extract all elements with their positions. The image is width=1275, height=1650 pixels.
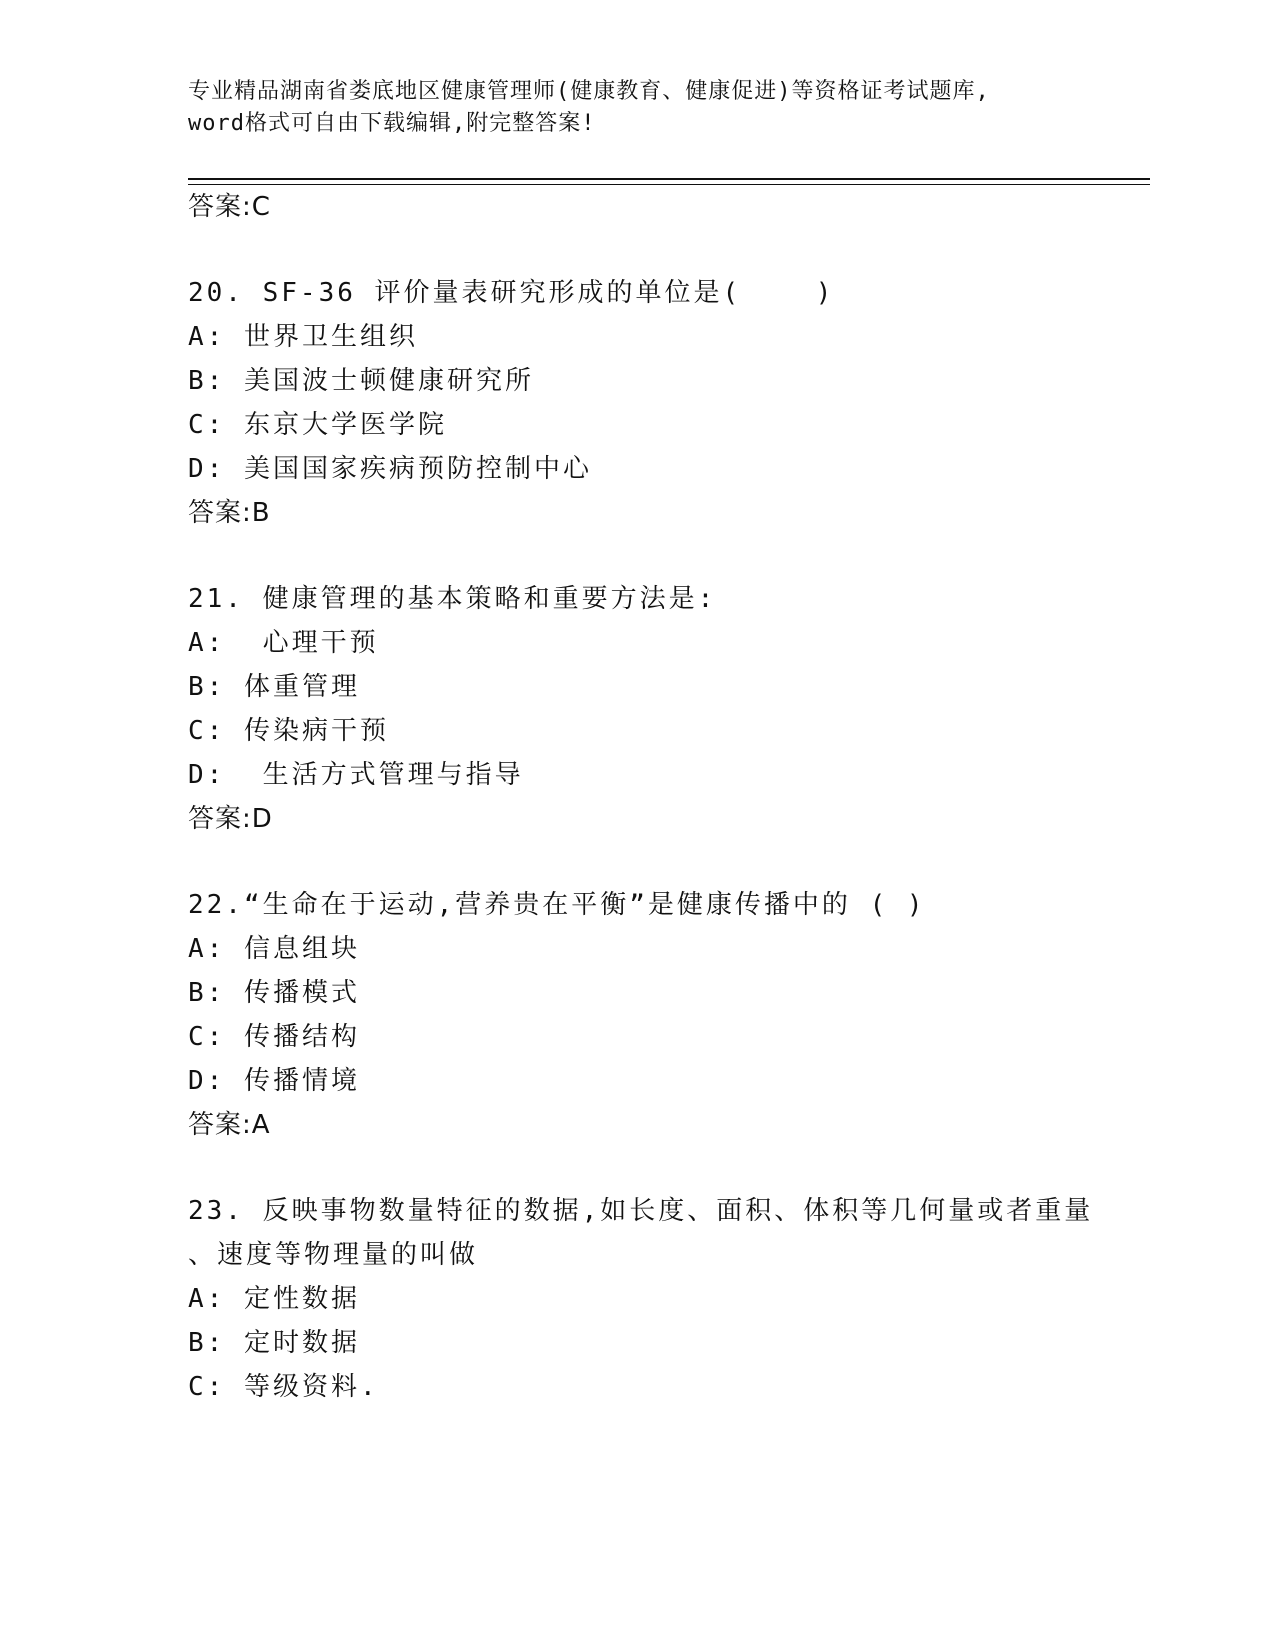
question-21-option-d: D: 生活方式管理与指导 (188, 760, 524, 790)
question-22-answer: 答案:A (188, 1110, 271, 1140)
question-22-option-b: B: 传播模式 (188, 978, 360, 1008)
question-21-option-a: A: 心理干预 (188, 628, 379, 658)
question-20-option-d: D: 美国国家疾病预防控制中心 (188, 454, 592, 484)
question-20-option-a: A: 世界卫生组织 (188, 322, 418, 352)
question-20-answer: 答案:B (188, 498, 271, 528)
question-21-answer: 答案:D (188, 804, 273, 834)
question-23-option-c: C: 等级资料. (188, 1372, 379, 1402)
question-23-option-b: B: 定时数据 (188, 1328, 360, 1358)
header-divider-thick (188, 178, 1150, 180)
question-22-stem: 22.“生命在于运动,营养贵在平衡”是健康传播中的 ( ) (188, 890, 926, 920)
question-20-option-c: C: 东京大学医学院 (188, 410, 447, 440)
question-22-option-a: A: 信息组块 (188, 934, 360, 964)
answer-previous: 答案:C (188, 192, 271, 222)
question-22-option-d: D: 传播情境 (188, 1066, 360, 1096)
question-22-option-c: C: 传播结构 (188, 1022, 360, 1052)
question-21-stem: 21. 健康管理的基本策略和重要方法是: (188, 584, 717, 614)
question-20-option-b: B: 美国波士顿健康研究所 (188, 366, 534, 396)
header-divider-thin (188, 184, 1150, 185)
question-23-stem-line-1: 23. 反映事物数量特征的数据,如长度、面积、体积等几何量或者重量 (188, 1196, 1094, 1226)
question-20-stem: 20. SF-36 评价量表研究形成的单位是( ) (188, 278, 835, 308)
header-line-2: word格式可自由下载编辑,附完整答案! (188, 111, 596, 136)
header-line-1: 专业精品湖南省娄底地区健康管理师(健康教育、健康促进)等资格证考试题库, (188, 79, 990, 104)
question-21-option-c: C: 传染病干预 (188, 716, 389, 746)
question-23-stem-line-2: 、速度等物理量的叫做 (188, 1240, 479, 1270)
question-23-option-a: A: 定性数据 (188, 1284, 360, 1314)
document-header (188, 76, 1088, 140)
question-21-option-b: B: 体重管理 (188, 672, 360, 702)
